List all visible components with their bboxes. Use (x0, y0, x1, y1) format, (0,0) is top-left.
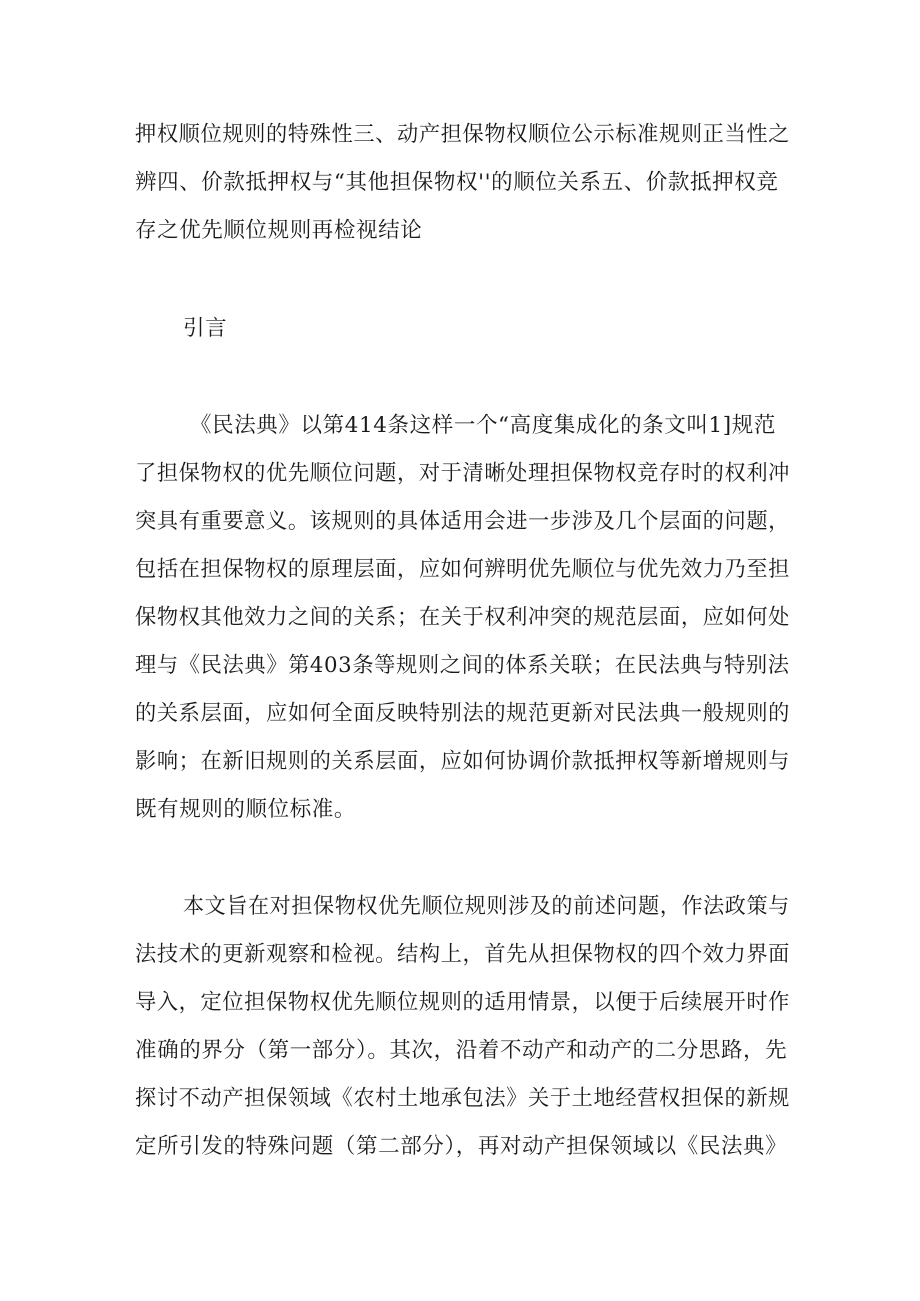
paragraph-text: 理与《民法典》第403条等规则之间的体系关联；在民法典与特别法 (135, 653, 790, 678)
paragraph-line (0, 1128, 920, 1166)
paragraph-line (0, 984, 920, 1022)
paragraph-line (0, 503, 920, 541)
section-heading (0, 310, 920, 348)
paragraph-text: 的关系层面，应如何全面反映特别法的规范更新对民法典一般规则的 (135, 701, 791, 726)
paragraph-line (0, 1032, 920, 1070)
toc-text: 存之优先顺位规则再检视结论 (135, 218, 423, 243)
paragraph-text: 了担保物权的优先顺位问题，对于清晰处理担保物权竞存时的权利冲 (135, 461, 791, 486)
paragraph-line (0, 936, 920, 974)
paragraph-text: 影响；在新旧规则的关系层面，应如何协调价款抵押权等新增规则与 (135, 749, 791, 774)
paragraph-line (0, 791, 920, 829)
paragraph-text: 突具有重要意义。该规则的具体适用会进一步涉及几个层面的问题， (135, 509, 791, 534)
paragraph-line (0, 888, 920, 926)
paragraph-text: 包括在担保物权的原理层面，应如何辨明优先顺位与优先效力乃至担 (135, 557, 791, 582)
paragraph-line (0, 695, 920, 733)
paragraph-line (0, 647, 920, 685)
paragraph-line (0, 407, 920, 445)
paragraph-text: 导入，定位担保物权优先顺位规则的适用情景，以便于后续展开时作 (135, 990, 791, 1015)
toc-line (0, 212, 920, 250)
heading-text: 引言 (183, 316, 228, 341)
paragraph-text: 保物权其他效力之间的关系；在关于权利冲突的规范层面，应如何处 (135, 605, 791, 630)
toc-line (0, 164, 920, 202)
paragraph-line (0, 743, 920, 781)
paragraph-text: 既有规则的顺位标准。 (135, 797, 357, 822)
paragraph-line (0, 599, 920, 637)
paragraph-line (0, 1080, 920, 1118)
paragraph-text: 准确的界分（第一部分）。其次，沿着不动产和动产的二分思路，先 (135, 1038, 788, 1063)
paragraph-text: 《民法典》以第414条这样一个“高度集成化的条文叫1]规范 (190, 413, 776, 438)
paragraph-text: 本文旨在对担保物权优先顺位规则涉及的前述问题，作法政策与 (183, 894, 790, 919)
paragraph-line (0, 455, 920, 493)
toc-text: 辨四、价款抵押权与“其他担保物权''的顺位关系五、价款抵押权竞 (135, 170, 779, 195)
toc-text: 押权顺位规则的特殊性三、动产担保物权顺位公示标准规则正当性之 (135, 122, 791, 147)
paragraph-text: 法技术的更新观察和检视。结构上，首先从担保物权的四个效力界面 (135, 942, 791, 967)
paragraph-text: 定所引发的特殊问题（第二部分），再对动产担保领域以《民法典》 (135, 1134, 788, 1159)
paragraph-text: 探讨不动产担保领域《农村土地承包法》关于土地经营权担保的新规 (135, 1086, 791, 1111)
toc-line (0, 116, 920, 154)
paragraph-line (0, 551, 920, 589)
